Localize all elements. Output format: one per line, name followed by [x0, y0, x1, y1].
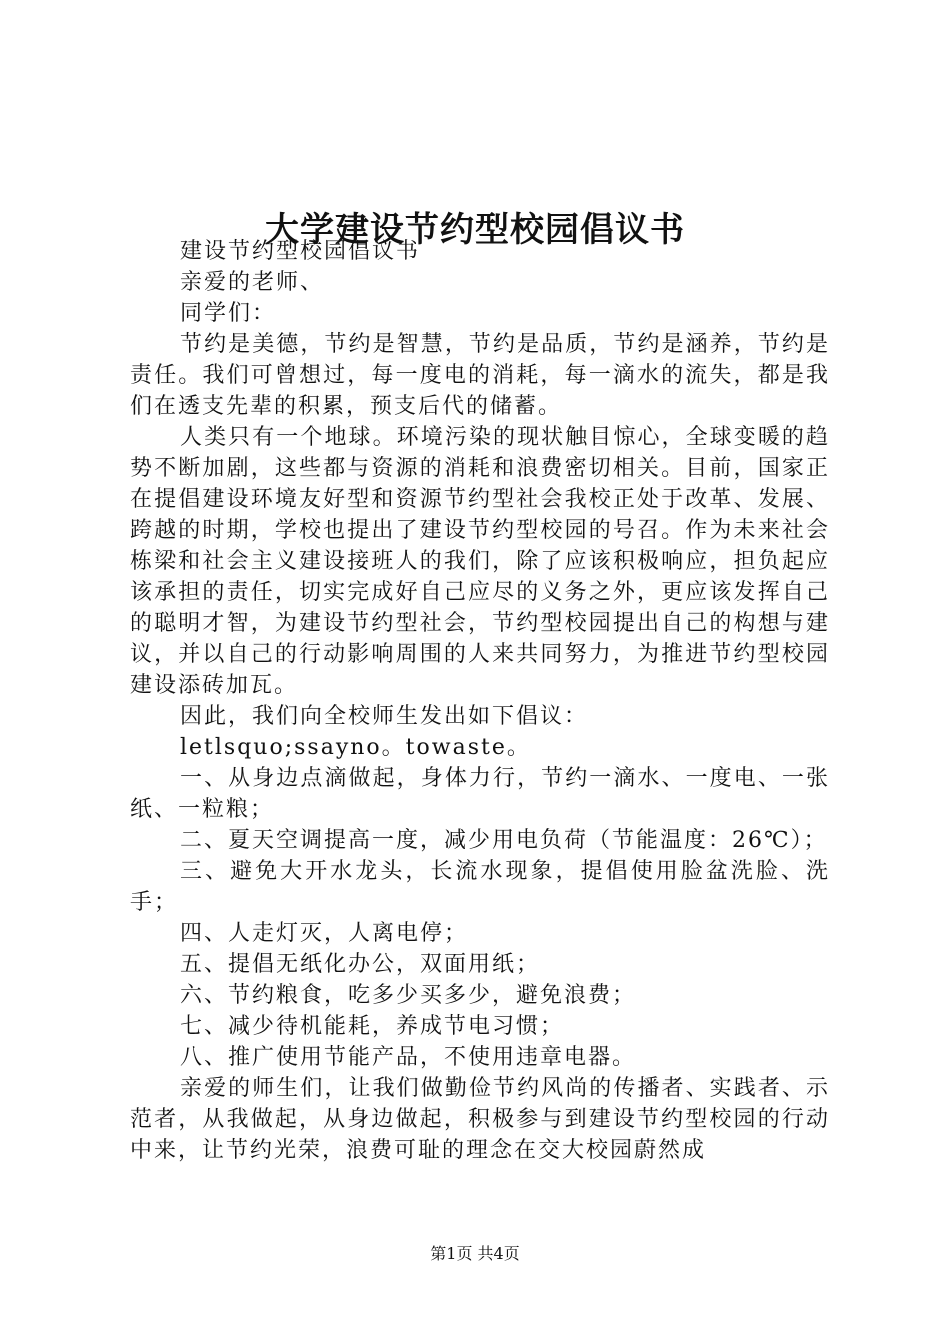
paragraph: 同学们： — [180, 301, 277, 326]
paragraph: 节约是美德，节约是智慧，节约是品质，节约是涵养，节约是责任。我们可曾想过，每一度电的消耗，每一滴水的流失，都是我们在透支先辈的积累，预支后代的储蓄。 — [130, 332, 830, 419]
page-footer: 第1页 共4页 — [430, 1244, 520, 1263]
paragraph: letlsquo;ssayno。towaste。 — [180, 735, 531, 760]
paragraph: 八、推广使用节能产品，不使用违章电器。 — [180, 1045, 637, 1070]
document-title: 大学建设节约型校园倡议书 — [265, 209, 685, 250]
paragraph: 人类只有一个地球。环境污染的现状触目惊心，全球变暖的趋势不断加剧，这些都与资源的消耗和浪费密切相关。目前，国家正在提倡建设环境友好型和资源节约型社会我校正处于改革、发展、跨越的时期，学校也提出了建设节约型校园的号召。作为未来社会栋梁和社会主义建设接班人的我们，除了应该积极响应，担负起应该承担的责任，切实完成好自己应尽的义务之外，更应该发挥自己的聪明才智，为建设节约型社会，节约型校园提出自己的构想与建议，并以自己的行动影响周围的人来共同努力，为推进节约型校园建设添砖加瓦。 — [130, 425, 830, 698]
paragraph: 四、人走灯灭，人离电停； — [180, 921, 469, 946]
paragraph: 一、从身边点滴做起，身体力行，节约一滴水、一度电、一张纸、一粒粮； — [130, 766, 830, 822]
paragraph: 三、避免大开水龙头，长流水现象，提倡使用脸盆洗脸、洗手； — [130, 859, 830, 915]
paragraph: 五、提倡无纸化办公，双面用纸； — [180, 952, 541, 977]
paragraph: 亲爱的师生们，让我们做勤俭节约风尚的传播者、实践者、示范者，从我做起，从身边做起，积极参与到建设节约型校园的行动中来，让节约光荣，浪费可耻的理念在交大校园蔚然成 — [130, 1076, 830, 1163]
paragraph: 六、节约粮食，吃多少买多少，避免浪费； — [180, 983, 637, 1008]
paragraph: 亲爱的老师、 — [180, 270, 325, 295]
paragraph: 七、减少待机能耗，养成节电习惯； — [180, 1014, 565, 1039]
document-body — [130, 236, 830, 1166]
paragraph: 因此，我们向全校师生发出如下倡议： — [180, 704, 589, 729]
paragraph: 二、夏天空调提高一度，减少用电负荷（节能温度：26℃）； — [180, 828, 828, 853]
paragraph: 建设节约型校园倡议书 — [180, 239, 421, 264]
